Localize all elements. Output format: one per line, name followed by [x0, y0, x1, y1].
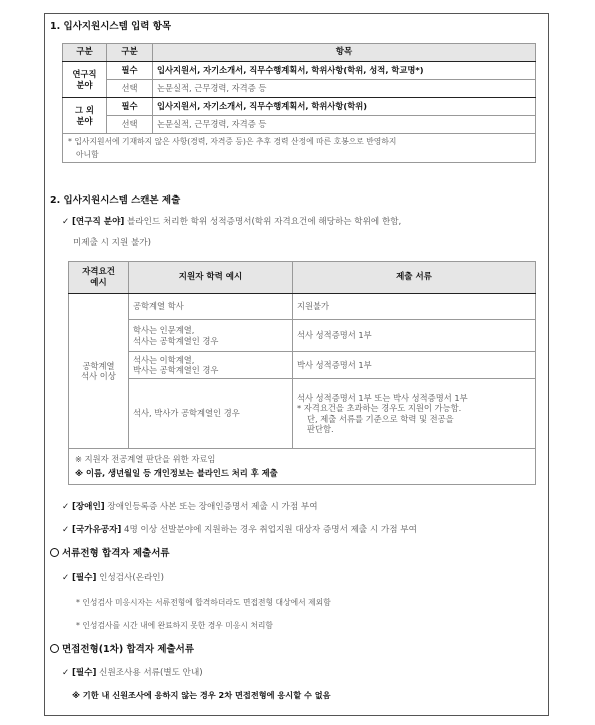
check-text: 장애인등록증 사본 또는 장애인증명서 제출 시 가점 부여	[104, 502, 318, 512]
row-label-line2: 석사 이상	[81, 371, 116, 381]
warning-note: ※ 기한 내 신원조사에 응하지 않는 경우 2차 면접전형에 응시할 수 없음	[72, 690, 331, 700]
th-category1: 구분	[63, 44, 107, 62]
check-icon: ✓	[62, 502, 70, 512]
section3-title-text: 서류전형 합격자 제출서류	[62, 548, 170, 559]
note-line1: * 입사지원서에 기재하지 않은 사항(경력, 자격증 등)은 추후 경력 산정에 따른 호봉으로 반영하지	[68, 137, 397, 146]
circle-icon	[50, 644, 59, 653]
row-label	[69, 294, 129, 449]
required-label: 필수	[107, 98, 153, 116]
example-line: 학사는 인문계열,	[133, 325, 195, 336]
required-items: 입사지원서, 자기소개서, 직무수행계획서, 학위사항(학위, 성적, 학교명*)	[153, 62, 536, 80]
optional-items: 논문실적, 근무경력, 자격증 등	[153, 80, 536, 98]
check-text: 신원조사용 서류(별도 안내)	[96, 668, 203, 678]
sub-note2	[76, 620, 273, 631]
section1-title: 1. 입사지원시스템 입력 항목	[50, 21, 172, 32]
check-text: 4명 이상 선발분야에 지원하는 경우 취업지원 대상자 증명서 제출 시 가점 부여	[121, 525, 417, 535]
document-line: 석사 성적증명서 1부 또는 박사 성적증명서 1부	[297, 392, 468, 403]
check-background-check	[62, 666, 203, 678]
group-label-line1: 연구직	[72, 69, 97, 80]
check-veteran	[62, 523, 417, 535]
example-line: 석사, 박사가 공학계열인 경우	[133, 408, 240, 419]
sub-note-text: 인성검사를 시간 내에 완료하지 못한 경우 미응시 처리함	[82, 621, 273, 630]
check-tag: [필수]	[71, 573, 97, 583]
document-line: 판단함.	[307, 423, 334, 434]
section4-title-text: 면접전형(1차) 합격자 제출서류	[62, 644, 195, 655]
section2-title: 2. 입사지원시스템 스캔본 제출	[50, 195, 181, 206]
check-icon: ✓	[62, 573, 70, 583]
check-tag: [장애인]	[71, 502, 105, 512]
check-tag: [필수]	[71, 668, 97, 678]
group-label-line2: 분야	[76, 79, 93, 90]
group-research-label	[63, 62, 107, 98]
group-other-label	[63, 98, 107, 134]
note-line2: 아니함	[76, 149, 99, 159]
required-label: 필수	[107, 62, 153, 80]
example-cell	[129, 379, 293, 449]
th-line1: 자격요건	[82, 266, 115, 277]
document-cell	[293, 352, 536, 379]
sub-note1	[76, 597, 331, 608]
example-line: 공학계열 학사	[133, 301, 184, 312]
check-personality-test	[62, 571, 164, 583]
example-line: 석사는 공학계열인 경우	[133, 335, 219, 346]
example-cell	[129, 352, 293, 379]
row-label-line1: 공학계열	[82, 360, 115, 371]
document-line: * 자격요건을 초과하는 경우도 지원이 가능함.	[297, 403, 462, 414]
check-icon: ✓	[62, 668, 70, 678]
document-line: 박사 성적증명서 1부	[297, 359, 372, 370]
check-icon: ✓	[62, 525, 70, 535]
group-label-line1: 그 외	[75, 105, 94, 116]
example-cell	[129, 294, 293, 320]
bullet-icon: *	[76, 598, 80, 607]
footnote-line2: ※ 이름, 생년월일 등 개인정보는 블라인드 처리 후 제출	[75, 468, 278, 479]
optional-label: 선택	[107, 80, 153, 98]
document-cell	[293, 320, 536, 352]
th-items: 항목	[153, 44, 536, 62]
optional-label: 선택	[107, 116, 153, 134]
example-line: 석사는 이학계열,	[133, 354, 195, 365]
example-line: 박사는 공학계열인 경우	[133, 365, 219, 375]
check-research	[62, 215, 401, 227]
check-disabled	[62, 500, 318, 512]
input-items-table	[62, 43, 536, 163]
check-tag: [국가유공자]	[71, 525, 122, 535]
sub-note-text: 인성검사 미응시자는 서류전형에 합격하더라도 면접전형 대상에서 제외함	[82, 598, 331, 607]
th-requirement	[69, 262, 129, 294]
document-line: 단, 제출 서류를 기준으로 학력 및 전공을	[307, 413, 454, 424]
check-icon: ✓	[62, 217, 70, 227]
th-category2: 구분	[107, 44, 153, 62]
document-line: 석사 성적증명서 1부	[297, 330, 372, 341]
check-text: 블라인드 처리한 학위 성적증명서(학위 자격요건에 해당하는 학위에 한함,	[124, 217, 402, 227]
footnote-line1: ※ 지원자 전공계열 판단을 위한 자료임	[75, 454, 216, 464]
check-tag: [연구직 분야]	[71, 217, 125, 227]
th-line2: 예시	[90, 277, 107, 288]
check-research-line2: 미제출 시 지원 불가)	[73, 238, 151, 248]
table-note	[63, 134, 536, 163]
table-footnote	[69, 449, 536, 485]
section4-title	[50, 641, 194, 655]
document-cell	[293, 294, 536, 320]
document-cell	[293, 379, 536, 449]
required-items: 입사지원서, 자기소개서, 직무수행계획서, 학위사항(학위)	[153, 98, 536, 116]
submission-docs-table	[68, 261, 536, 485]
group-label-line2: 분야	[76, 115, 93, 126]
circle-icon	[50, 548, 59, 557]
th-example: 지원자 학력 예시	[129, 262, 293, 294]
section3-title	[50, 545, 170, 559]
check-text: 인성검사(온라인)	[96, 573, 164, 583]
optional-items: 논문실적, 근무경력, 자격증 등	[153, 116, 536, 134]
th-documents: 제출 서류	[293, 262, 536, 294]
example-cell	[129, 320, 293, 352]
bullet-icon: *	[76, 621, 80, 630]
document-line: 지원불가	[297, 301, 330, 312]
